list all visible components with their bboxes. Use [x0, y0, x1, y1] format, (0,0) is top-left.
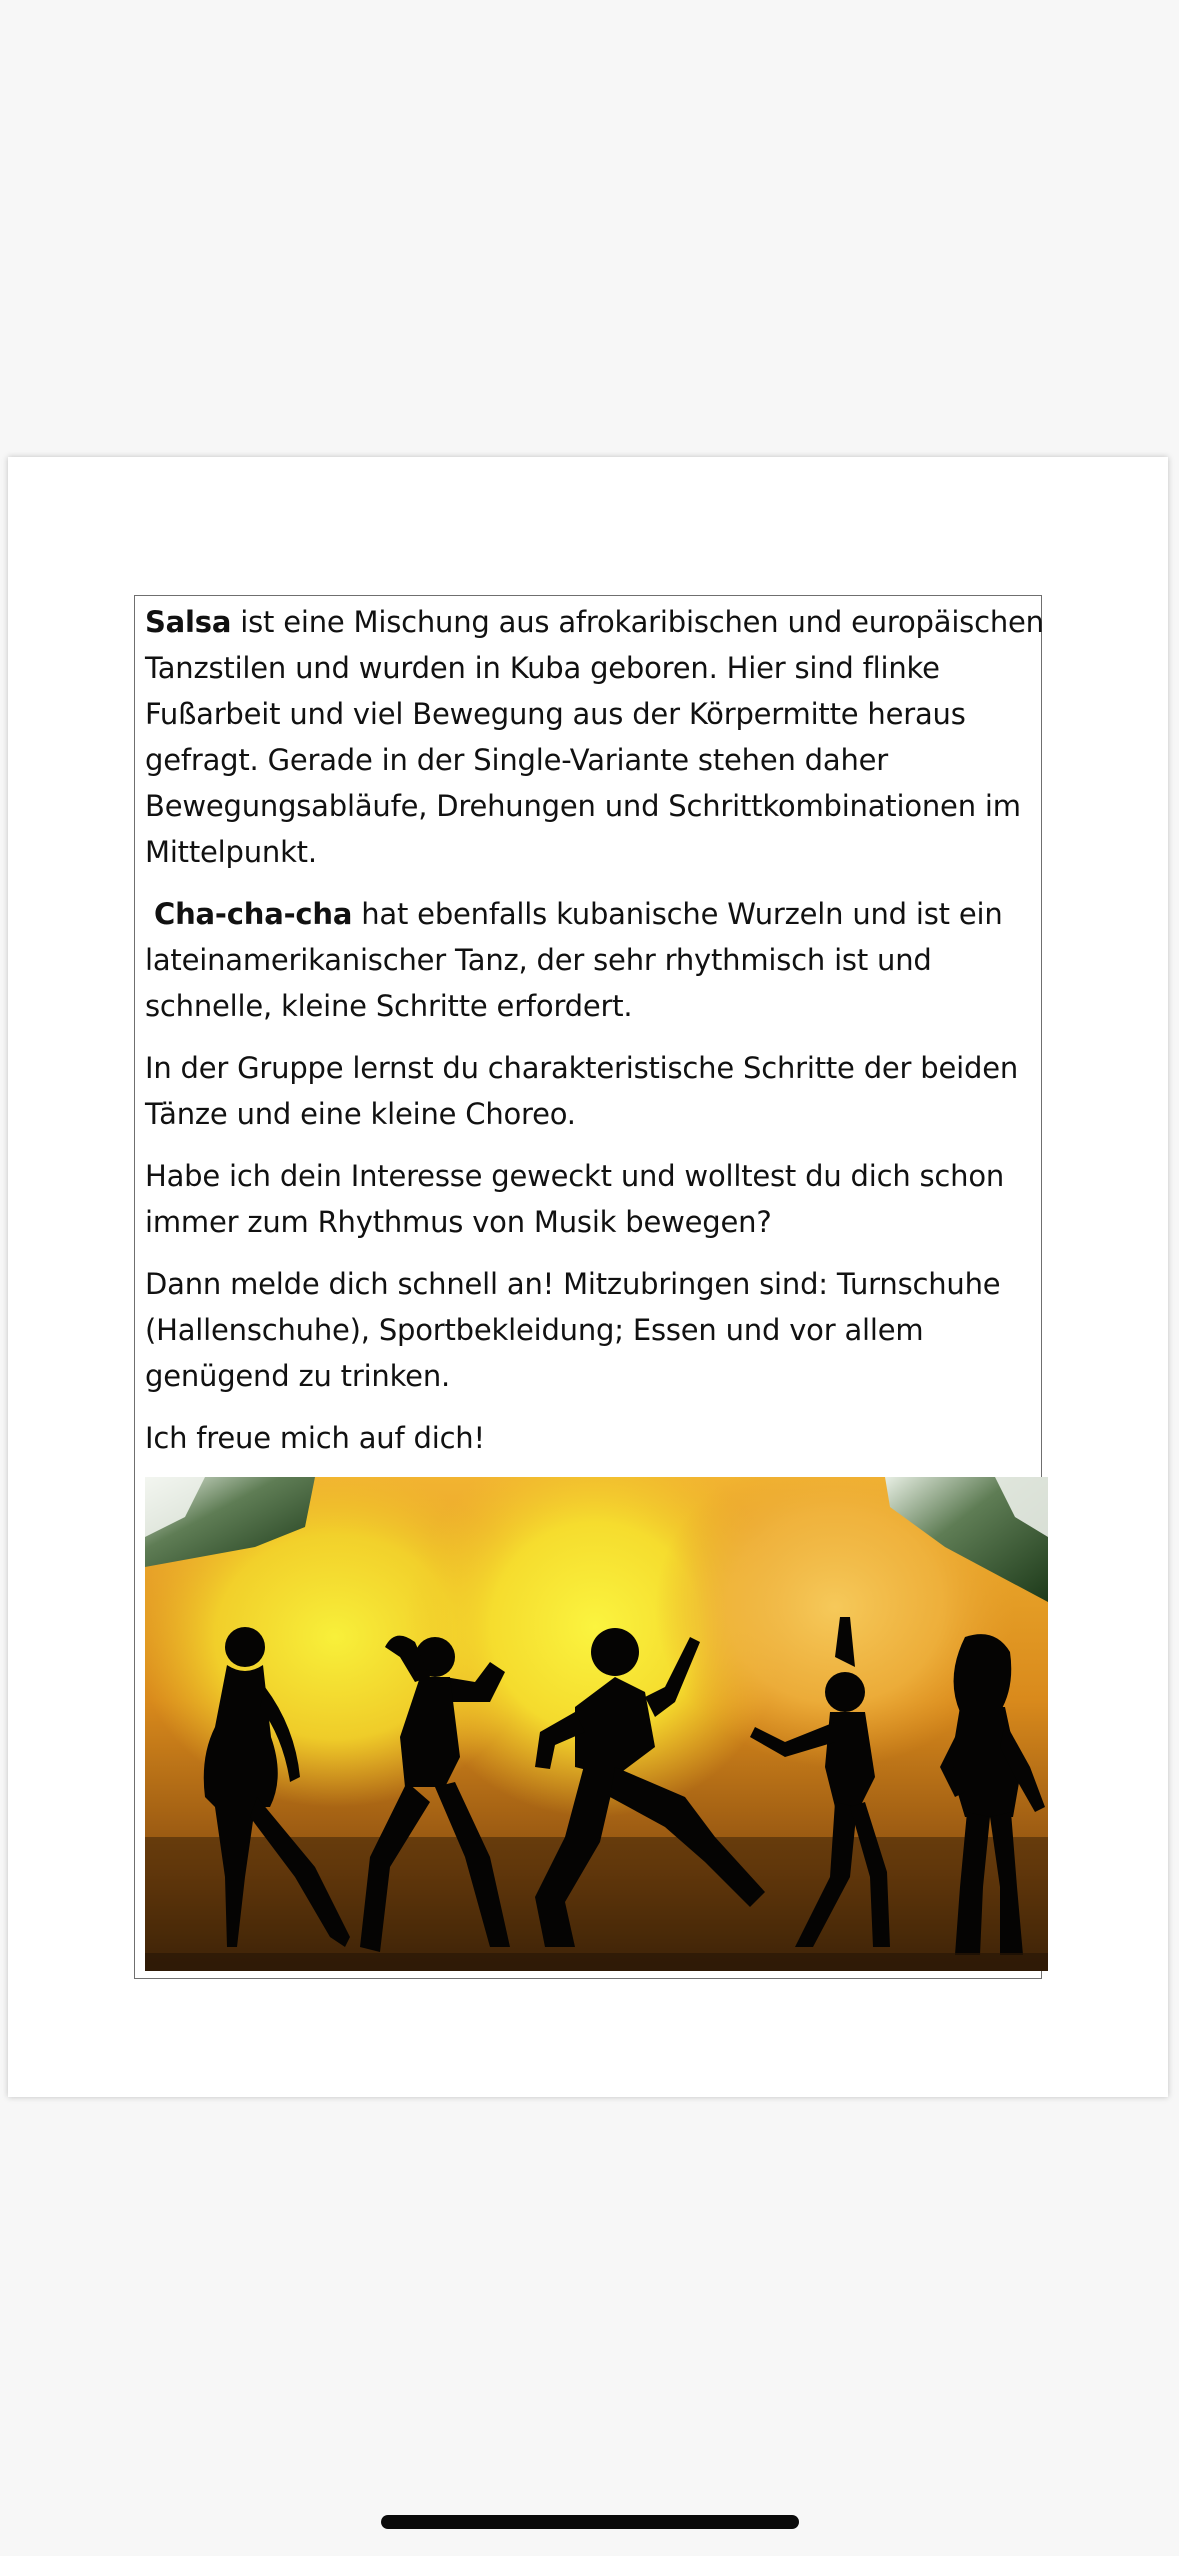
paragraph-signup: [145, 1261, 1045, 1399]
document-text: [145, 599, 1045, 1477]
paragraph-body: Ich freue mich auf dich!: [145, 1421, 485, 1455]
paragraph-body: Habe ich dein Interesse geweckt und wolltest du dich schon immer zum Rhythmus von Musik bewegen?: [145, 1159, 1005, 1239]
paragraph-salsa: [145, 599, 1045, 875]
paragraph-group: [145, 1045, 1045, 1137]
home-indicator[interactable]: [381, 2515, 799, 2529]
paragraph-body: hat ebenfalls kubanische Wurzeln und ist ein lateinamerikanischer Tanz, der sehr rhythmisch ist und schnelle, kleine Schritte erfordert.: [145, 897, 1003, 1023]
paragraph-body: ist eine Mischung aus afrokaribischen und europäischen Tanzstilen und wurden in Kuba geboren. Hier sind flinke Fußarbeit und viel Bewegung aus der Körpermitte heraus gefragt. Gerade in der Single-Variante stehen daher Bewegungsabläufe, Drehungen und Schrittkombinationen im Mittelpunkt.: [145, 605, 1044, 869]
dancers-illustration: [145, 1477, 1048, 1971]
paragraph-lead: Cha-cha-cha: [154, 897, 353, 931]
paragraph-interest: [145, 1153, 1045, 1245]
paragraph-lead: Salsa: [145, 605, 232, 639]
dancers-silhouette-image: [145, 1477, 1048, 1971]
paragraph-closing: [145, 1415, 1045, 1461]
paragraph-body: Dann melde dich schnell an! Mitzubringen sind: Turnschuhe (Hallenschuhe), Sportbekleidung; Essen und vor allem genügend zu trinken.: [145, 1267, 1001, 1393]
paragraph-body: In der Gruppe lernst du charakteristische Schritte der beiden Tänze und eine kleine Choreo.: [145, 1051, 1019, 1131]
paragraph-cha-cha-cha: [145, 891, 1045, 1029]
document-page: [8, 457, 1168, 2097]
